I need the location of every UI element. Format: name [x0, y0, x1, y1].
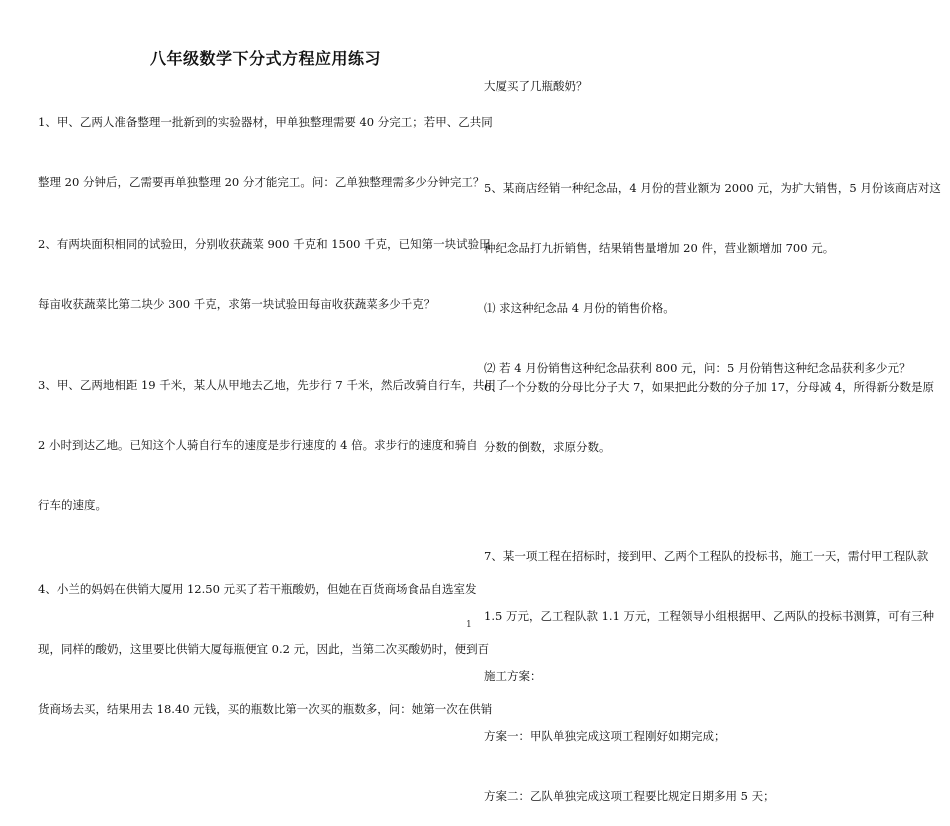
question-3 — [38, 335, 507, 535]
question-2-line-2: 每亩收获蔬菜比第二块少 300 千克，求第一块试验田每亩收获蔬菜多少千克？ — [38, 297, 436, 311]
question-3-line-2: 2 小时到达乙地。已知这个人骑自行车的速度是步行速度的 4 倍。求步行的速度和骑自 — [38, 438, 478, 452]
question-7-line-1: 7、某一项工程在招标时，接到甲、乙两个工程队的投标书，施工一天，需付甲工程队款 — [484, 549, 929, 563]
question-2 — [38, 194, 491, 334]
question-3-line-3: 行车的速度。 — [38, 498, 107, 512]
question-1 — [38, 72, 493, 212]
page-title: 八年级数学下分式方程应用练习 — [150, 49, 382, 68]
question-5-part-1: ⑴ 求这种纪念品 4 月份的销售价格。 — [484, 301, 675, 315]
question-4-continued-line-1: 大厦买了几瓶酸奶？ — [484, 79, 588, 93]
question-6 — [484, 337, 934, 477]
question-4-line-3: 货商场去买，结果用去 18.40 元钱，买的瓶数比第一次买的瓶数多，问：她第一次在供销 — [38, 702, 493, 716]
question-4-line-2: 现，同样的酸奶，这里要比供销大厦每瓶便宜 0.2 元，因此，当第二次买酸奶时，便到百 — [38, 642, 490, 656]
page-number: 1 — [466, 620, 472, 630]
question-1-line-1: 1、甲、乙两人准备整理一批新到的实验器材，甲单独整理需要 40 分完工；若甲、乙共同 — [38, 115, 493, 129]
question-7-plan-2: 方案二：乙队单独完成这项工程要比规定日期多用 5 天； — [484, 789, 775, 803]
question-4-continued — [484, 36, 588, 116]
question-5-line-2: 种纪念品打九折销售，结果销售量增加 20 件，营业额增加 700 元。 — [484, 241, 835, 255]
question-5-line-1: 5、某商店经销一种纪念品，4 月份的营业额为 2000 元，为扩大销售，5 月份该商店对这 — [484, 181, 941, 195]
question-6-line-2: 分数的倒数，求原分数。 — [484, 440, 611, 454]
question-3-line-1: 3、甲、乙两地相距 19 千米，某人从甲地去乙地，先步行 7 千米，然后改骑自行车，共用了 — [38, 378, 508, 392]
question-7-plan-1: 方案一：甲队单独完成这项工程刚好如期完成； — [484, 729, 726, 743]
question-7 — [484, 506, 934, 826]
question-5-part-2: ⑵ 若 4 月份销售这种纪念品获利 800 元，问：5 月份销售这种纪念品获利多少元？ — [484, 361, 911, 375]
question-4-line-1: 4、小兰的妈妈在供销大厦用 12.50 元买了若干瓶酸奶，但她在百货商场食品自选室发 — [38, 582, 477, 596]
question-1-line-2: 整理 20 分钟后，乙需要再单独整理 20 分才能完工。问：乙单独整理需多少分钟完工？ — [38, 175, 485, 189]
question-6-line-1: 6、一个分数的分母比分子大 7，如果把此分数的分子加 17，分母减 4，所得新分数是原 — [484, 380, 935, 394]
question-7-line-2: 1.5 万元，乙工程队款 1.1 万元，工程领导小组根据甲、乙两队的投标书测算，可有三种 — [484, 609, 935, 623]
question-4 — [38, 539, 492, 739]
question-2-line-1: 2、有两块面积相同的试验田，分别收获蔬菜 900 千克和 1500 千克，已知第一块试验田 — [38, 237, 491, 251]
question-7-line-3: 施工方案： — [484, 669, 542, 683]
